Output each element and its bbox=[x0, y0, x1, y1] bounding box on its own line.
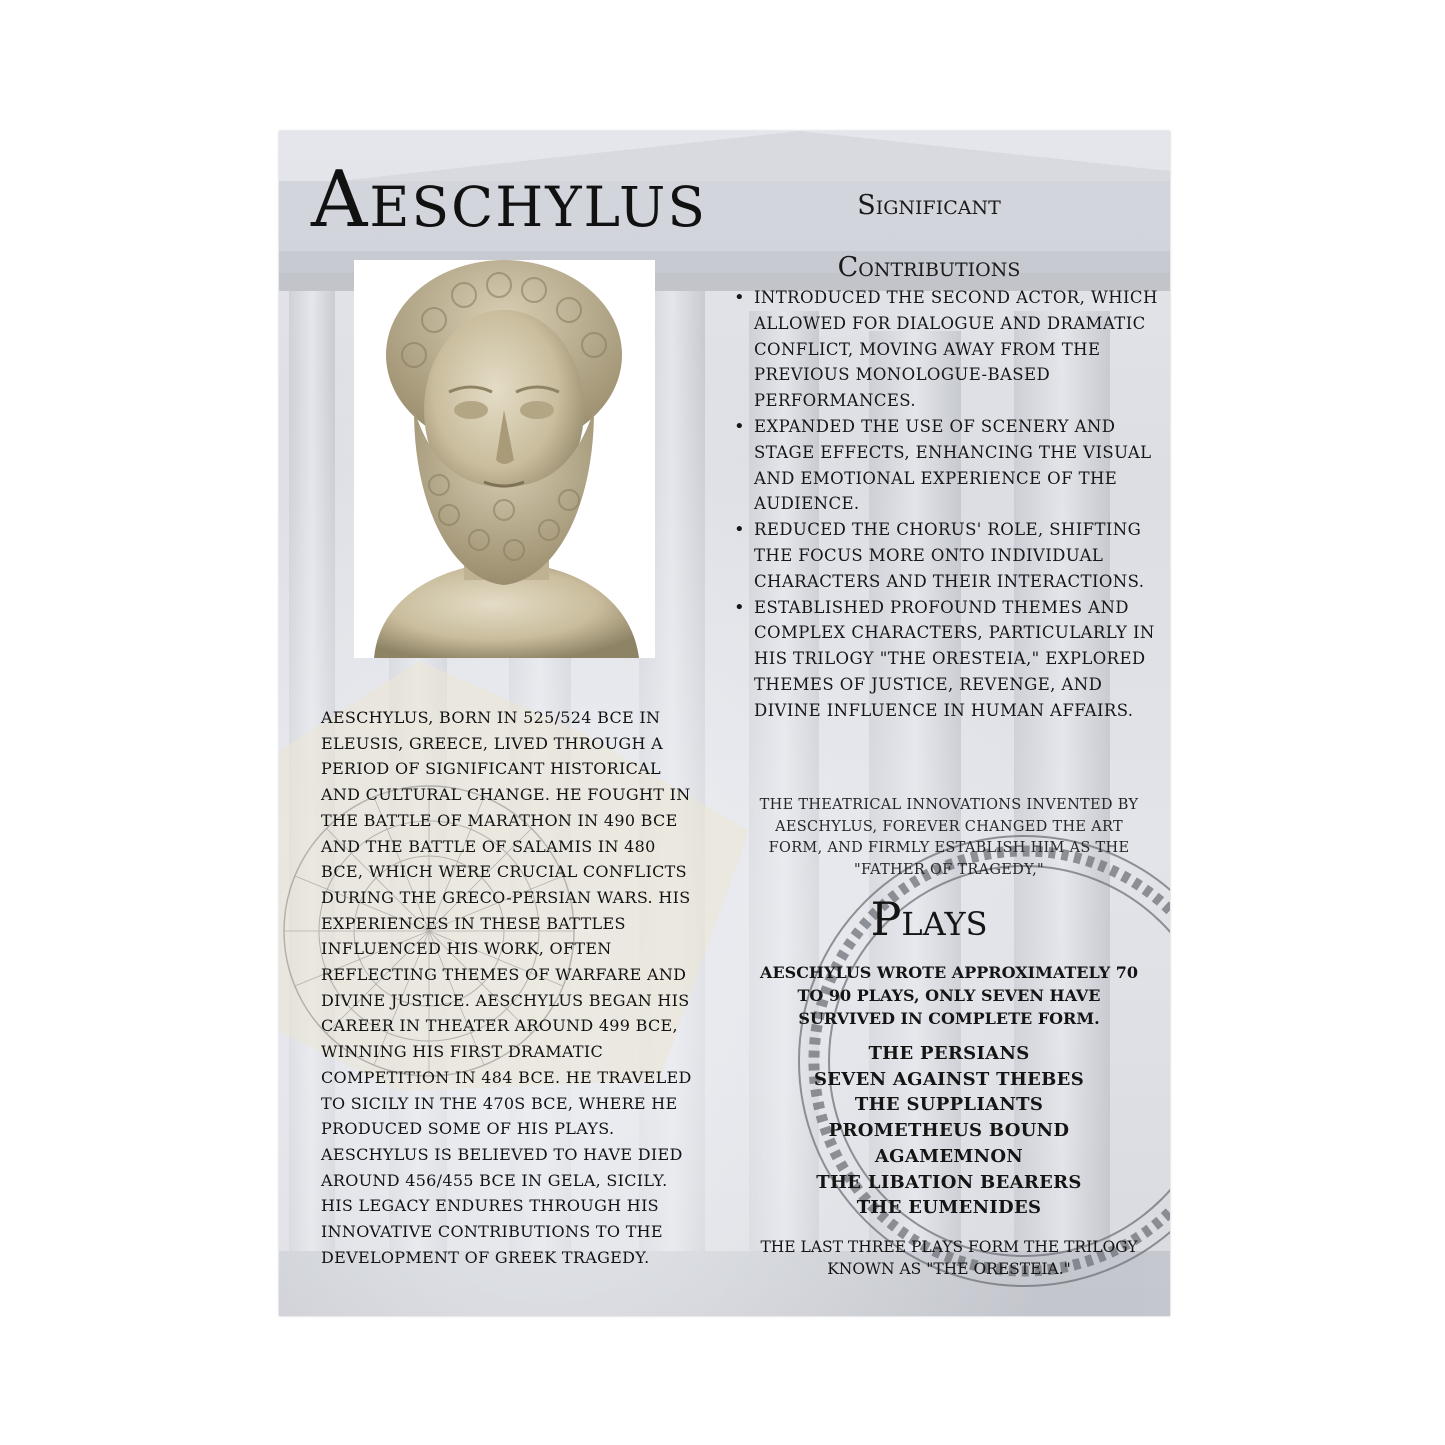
contribution-item: • EXPANDED THE USE OF SCENERY AND STAGE EFFECTS, ENHANCING THE VISUAL AND EMOTIONAL EXPERIENCE OF THE AUDIENCE. bbox=[754, 414, 1170, 517]
play-title: THE PERSIANS bbox=[868, 1043, 1030, 1064]
play-title: THE LIBATION BEARERS bbox=[816, 1171, 1082, 1193]
plays-intro: AESCHYLUS WROTE APPROXIMATELY 70 TO 90 PLAYS, ONLY SEVEN HAVE SURVIVED IN COMPLETE FORM. bbox=[760, 963, 1138, 1028]
innovations-summary: THE THEATRICAL INNOVATIONS INVENTED BY AESCHYLUS, FOREVER CHANGED THE ART FORM, AND FIRMLY ESTABLISH HIM AS THE "FATHER OF TRAGEDY," bbox=[759, 797, 1139, 878]
page-title: Aeschylus bbox=[311, 155, 708, 245]
play-title: THE EUMENIDES bbox=[856, 1197, 1042, 1219]
play-title: SEVEN AGAINST THEBES bbox=[813, 1068, 1084, 1090]
play-title: PROMETHEUS BOUND bbox=[828, 1120, 1070, 1142]
contribution-item: • ESTABLISHED PROFOUND THEMES AND COMPLEX CHARACTERS, PARTICULARLY IN HIS TRILOGY "THE ORESTEIA," EXPLORED THEMES OF JUSTICE, REVENGE, AND DIVINE INFLUENCE IN HUMAN AFFAIRS. bbox=[754, 595, 1170, 724]
aeschylus-bust-image bbox=[354, 260, 655, 658]
contribution-item: • REDUCED THE CHORUS' ROLE, SHIFTING THE FOCUS MORE ONTO INDIVIDUAL CHARACTERS AND THEIR INTERACTIONS. bbox=[754, 517, 1170, 594]
contribution-item: • INTRODUCED THE SECOND ACTOR, WHICH ALLOWED FOR DIALOGUE AND DRAMATIC CONFLICT, MOVING AWAY FROM THE PREVIOUS MONOLOGUE-BASED PERFORMANCES. bbox=[754, 285, 1170, 414]
play-title: AGAMEMNON bbox=[874, 1145, 1024, 1167]
plays-list bbox=[749, 1041, 1149, 1221]
play-title: THE SUPPLIANTS bbox=[854, 1094, 1044, 1116]
oresteia-note: THE LAST THREE PLAYS FORM THE TRILOGY KNOWN AS "THE ORESTEIA." bbox=[760, 1238, 1138, 1278]
plays-heading: Plays bbox=[870, 892, 988, 946]
contributions-heading: Significant Contributions bbox=[837, 190, 1021, 283]
poster bbox=[279, 131, 1170, 1316]
contributions-list bbox=[734, 285, 1170, 724]
biography-text: AESCHYLUS, BORN IN 525/524 BCE IN ELEUSIS, GREECE, LIVED THROUGH A PERIOD OF SIGNIFICANT HISTORICAL AND CULTURAL CHANGE. HE FOUGHT IN THE BATTLE OF MARATHON IN 490 BCE AND THE BATTLE OF SALAMIS IN 480 BCE, WHICH WERE CRUCIAL CONFLICTS DURING THE GRECO-PERSIAN WARS. HIS EXPERIENCES IN THESE BATTLES INFLUENCED HIS WORK, OFTEN REFLECTING THEMES OF WARFARE AND DIVINE JUSTICE. AESCHYLUS BEGAN HIS CAREER IN THEATER AROUND 499 BCE, WINNING HIS FIRST DRAMATIC COMPETITION IN 484 BCE. HE TRAVELED TO SICILY IN THE 470S BCE, WHERE HE PRODUCED SOME OF HIS PLAYS. AESCHYLUS IS BELIEVED TO HAVE DIED AROUND 456/455 BCE IN GELA, SICILY. HIS LEGACY ENDURES THROUGH HIS INNOVATIVE CONTRIBUTIONS TO THE DEVELOPMENT OF GREEK TRAGEDY. bbox=[321, 708, 692, 1267]
